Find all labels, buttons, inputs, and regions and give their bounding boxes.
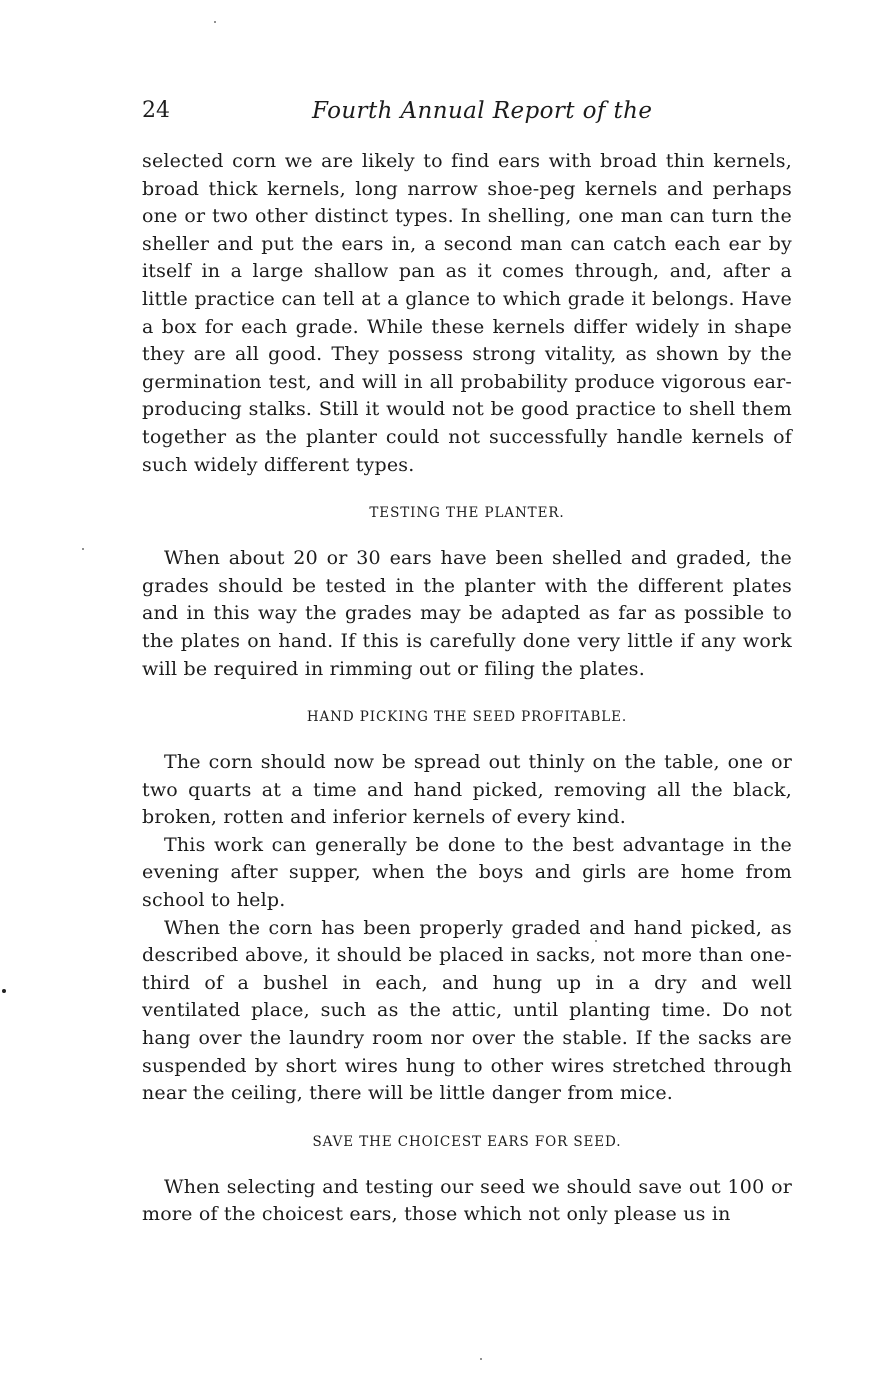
paragraph-hand-picking-3: When the corn has been properly graded and hand picked, as described above, it should be placed in sacks, not more than one-third of a bushel in each, and hung up in a dry and well ventilated place, such as the attic, until planting time. Do not hang over the laundry room nor over the stable. If the sacks are suspended by short wires hung to other wires stretched through near the ceiling, there will be little danger from mice. <box>142 916 792 1105</box>
paragraph-hand-picking-1: The corn should now be spread out thinly on the table, one or two quarts at a time and hand picked, removing all the black, broken, rotten and inferior kernels of every kind. <box>142 751 792 829</box>
section-heading-hand-picking: HAND PICKING THE SEED PROFITABLE. <box>306 709 628 726</box>
section-heading-testing-planter: TESTING THE PLANTER. <box>369 505 565 522</box>
paragraph-save-choicest: When selecting and testing our seed we should save out 100 or more of the choicest ears, those which not only please us in <box>142 1175 792 1226</box>
running-title: Fourth Annual Report of the <box>312 98 653 124</box>
section-heading-save-choicest: SAVE THE CHOICEST EARS FOR SEED. <box>312 1133 622 1150</box>
scan-speck <box>2 989 6 993</box>
paragraph-continuation: selected corn we are likely to find ears with broad thin kernels, broad thick kernels, long narrow shoe-peg kernels and perhaps one or two other distinct types. In shelling, one man can turn the sheller and put the ears in, a second man can catch each ear by itself in a large shallow pan as it comes through, and, after a little practice can tell at a glance to which grade it belongs. Have a box for each grade. While these kernels differ widely in shape they are all good. They possess strong vitality, as shown by the germination test, and will in all probability produce vigorous ear-producing stalks. Still it would not be good practice to shell them together as the planter could not successfully handle kernels of such widely different types. <box>142 150 792 476</box>
scan-speck <box>595 940 597 942</box>
page-header <box>142 94 798 128</box>
scan-speck <box>480 1358 482 1360</box>
body-text <box>142 148 792 1229</box>
page-number: 24 <box>142 98 170 123</box>
paragraph-testing-planter: When about 20 or 30 ears have been shelled and graded, the grades should be tested in the planter with the different plates and in this way the grades may be adapted as far as possible to the plates on hand. If this is carefully done very little if any work will be required in rimming out or filing the plates. <box>142 547 792 680</box>
scan-speck <box>82 548 84 550</box>
paragraph-hand-picking-2: This work can generally be done to the best advantage in the evening after supper, when the boys and girls are home from school to help. <box>142 833 792 912</box>
scan-speck <box>214 21 216 23</box>
